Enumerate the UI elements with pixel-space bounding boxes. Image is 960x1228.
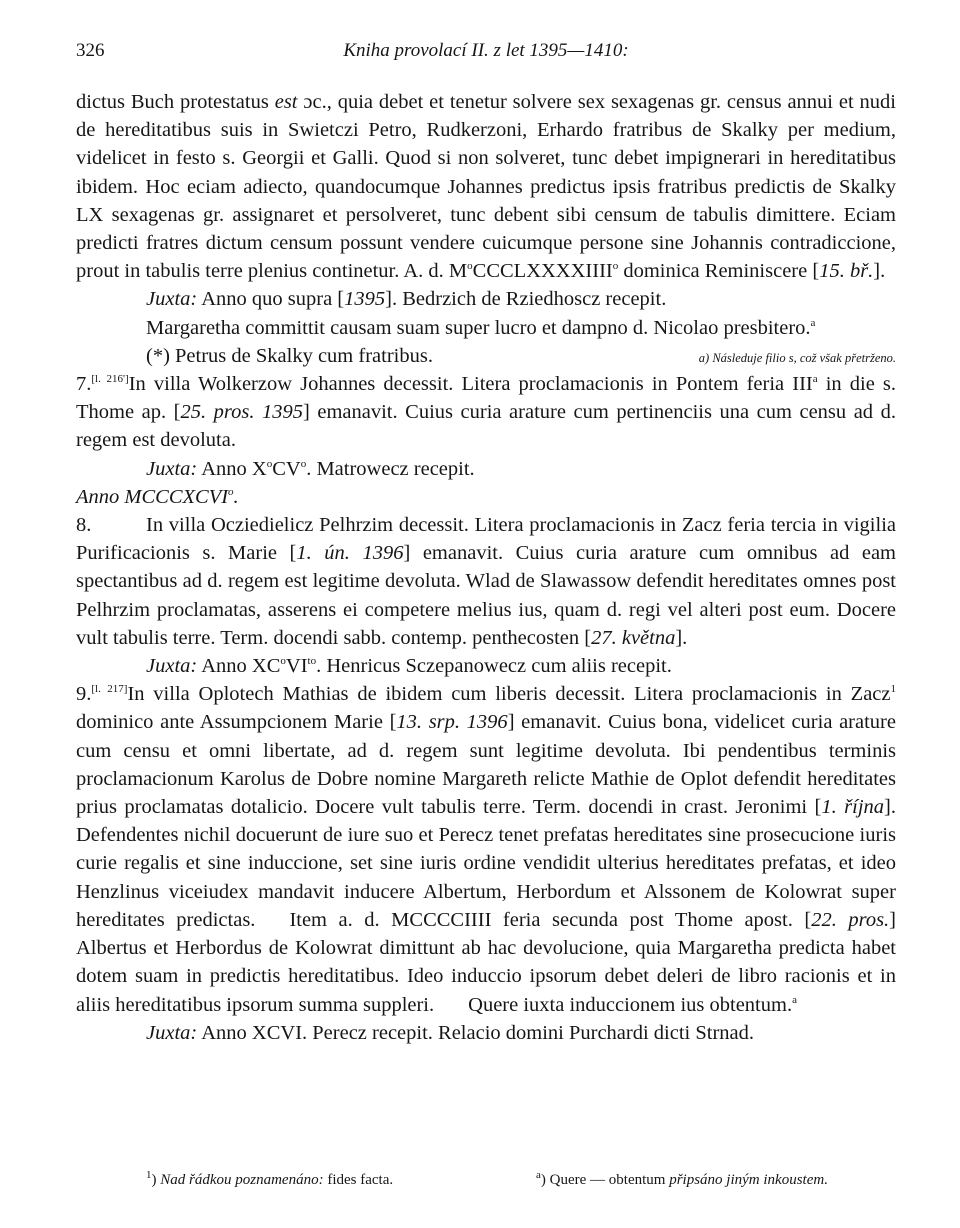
text-span: VI — [285, 655, 308, 678]
text-span: dominica Reminiscere [ — [618, 260, 820, 283]
date-reference: 13. srp. 1396 — [396, 711, 508, 734]
footnote-marker: a — [810, 316, 816, 329]
text-span: CV — [272, 457, 301, 480]
text-span: ]. Defendentes nichil docuerunt de iure suo et Perecz tenet prefatas hereditates sine prosecucione iuris curie regalis et sine induccione, set sine iuris ordine vendidit ulterius hereditates prefatas, et ideo Henzlinus viceiudex mandavit inducere Albertum, Herbordum et Alssonem de Kolowrat super hereditates predictas. — [76, 796, 896, 931]
text-span: ]. — [675, 626, 688, 649]
text-span: Anno quo supra [ — [197, 288, 345, 311]
superscript: a — [812, 373, 818, 386]
text-span: . Matrowecz recepit. — [306, 457, 475, 480]
juxta-label: Juxta: — [146, 1021, 198, 1044]
juxta-line — [76, 285, 896, 313]
year-text: Anno MCCCXCVI — [76, 485, 229, 508]
leaf-reference: [l. 216'] — [91, 373, 129, 386]
superscript: o — [467, 260, 473, 273]
text-span: In villa Ocziedielicz Pelhrzim decessit. Litera proclamacionis in Zacz feria tercia in vigilia Purificacionis s. Marie [ — [76, 514, 896, 565]
text-span: Item a. d. MCCCCIIII feria secunda post Thome apost. [ — [289, 908, 812, 931]
juxta-line — [76, 652, 896, 680]
footnotes — [146, 1168, 896, 1192]
superscript: o — [266, 457, 273, 470]
text-span: ] emanavit. Cuius curia arature cum pertinenciis una cum censu ad d. regem est devoluta. — [76, 401, 896, 452]
footnote-1: $^1$) Nad řádkou poznamenáno: fides facta. — [146, 1169, 394, 1188]
text-span: fides facta. — [323, 1172, 394, 1188]
petrus-line — [76, 342, 896, 370]
text-span: Anno X — [197, 457, 267, 480]
date-reference: 1. ún. 1396 — [296, 542, 404, 565]
footnote-a: $^a$) Quere — obtentum připsáno jiným inkoustem. — [536, 1169, 828, 1188]
juxta-label: Juxta: — [146, 457, 198, 480]
text-span: ɔc., quia debet et tenetur solvere sex sexagenas gr. census annui et nudi de hereditatibus suis in Swietczi Petro, Rudkerzoni, Erhardo fratribus de Skalky per medium, videlicet in festo s. Georgii et Galli. Quod si non solveret, tunc debet impignerari in hereditatibus ibidem. Hoc eciam adiecto, quandocumque Johannes predictus ipsis fratribus predictis de Skalky LX sexagenas gr. assignaret et persolveret, tunc debent sibi censum de tabulis dimittere. Eciam predicti fratres dictum censum possunt vendere cuicumque persone sine Johannis contradiccione, prout in tabulis terre plenius continetur. A. d. M — [76, 91, 896, 283]
text-span: ]. — [873, 260, 886, 283]
entry-7 — [76, 370, 896, 455]
paragraph-continuation — [76, 88, 896, 285]
footnote-marker: a — [792, 993, 797, 1006]
superscript: o — [280, 655, 286, 668]
date-reference: 22. pros. — [811, 908, 890, 931]
margaretha-line — [76, 314, 896, 342]
date-reference: 25. pros. 1395 — [180, 401, 303, 424]
entry-number: 8. — [76, 514, 92, 537]
italic-span: est — [274, 91, 298, 113]
superscript: to — [307, 655, 317, 668]
text-span: . — [233, 485, 239, 508]
superscript: o — [300, 457, 307, 470]
text-span: In villa Wolkerzow Johannes decessit. Litera proclamacionis in Pontem feria III — [128, 373, 813, 396]
entry-number: 7. — [76, 373, 92, 396]
text-span: dominico ante Assumpcionem Marie [ — [76, 711, 397, 734]
text-span: ]. Bedrzich de Rziedhoscz recepit. — [385, 288, 667, 311]
text-span: ] Albertus et Herbordus de Kolowrat dimittunt ab hac devolucione, quia Margaretha predicta habet dotem suam in predictis hereditatibus. Ideo induccio ipsorum debet deleri de libro racionis et in aliis hereditatibus ipsorum summa suppleri. — [76, 908, 896, 1016]
italic-span: Nad řádkou poznamenáno: — [160, 1172, 324, 1188]
entry-number: 9. — [76, 683, 92, 706]
text-span: ] emanavit. Cuius curia arature cum omnibus ad eam spectantibus ad d. regem est legitime devoluta. Wlad de Slawassow defendit hereditates omnes post Pelhrzim proclamatas, asserens ei competere melius ius, quam d. regi vel alteri post eum. Docere vult tabulis terre. Term. docendi sabb. contemp. penthecosten [ — [76, 542, 897, 649]
text-span: . Henricus Sczepanowecz cum aliis recepit. — [316, 655, 672, 678]
superscript: o — [612, 260, 619, 273]
text-span: Margaretha committit causam suam super lucro et dampno d. Nicolao presbitero. — [146, 316, 811, 339]
year-heading — [76, 483, 896, 511]
date-reference: 15. bř. — [819, 260, 874, 283]
text-span: Quere iuxta induccionem ius obtentum. — [468, 993, 793, 1016]
text-span: In villa Oplotech Mathias de ibidem cum liberis decessit. Litera proclamacionis in Zacz — [127, 683, 891, 706]
text-span: Quere — obtentum — [545, 1172, 670, 1188]
juxta-label: Juxta: — [146, 655, 198, 678]
juxta-label: Juxta: — [146, 288, 198, 311]
juxta-line — [76, 455, 896, 483]
text-span: Anno XC — [197, 655, 281, 678]
date-reference: 1395 — [344, 288, 386, 311]
running-title: Kniha provolací II. z let 1395—1410: — [343, 40, 629, 61]
footnote-marker: a — [536, 1169, 541, 1181]
text-span: dictus Buch protestatus — [76, 91, 275, 113]
text-span: (*) Petrus de Skalky cum fratribus. — [146, 344, 433, 367]
footnote-marker: 1 — [890, 683, 896, 696]
inline-editorial-note: a) Následuje filio s, což však přetrženo. — [698, 350, 896, 365]
page-header — [76, 40, 896, 70]
entry-9 — [76, 680, 896, 1018]
entry-8 — [76, 511, 896, 652]
leaf-reference: [l. 217] — [91, 683, 128, 696]
text-span: Anno XCVI. Perecz recepit. Relacio domini Purchardi dicti Strnad. — [197, 1021, 755, 1044]
page-body — [76, 88, 896, 1047]
date-reference: 1. října — [821, 796, 885, 819]
juxta-line — [76, 1019, 896, 1047]
date-reference: 27. května — [591, 626, 676, 649]
text-span: in die s. Thome ap. [ — [76, 373, 896, 424]
footnote-marker: 1 — [146, 1169, 152, 1181]
superscript: o — [228, 486, 234, 499]
text-span: ] emanavit. Cuius bona, videlicet curia arature cum censu et omni libertate, ad d. regem sunt legitime devoluta. Ibi pendentibus terminis proclamacionum Karolus de Dobre nomine Margareth relicte Mathie de Oplot defendit hereditates prius proclamatas dotalicio. Docere vult tabulis terre. Term. docendi in crast. Jeronimi [ — [76, 711, 896, 819]
page-number: 326 — [76, 40, 105, 61]
text-span: CCCLXXXXIIII — [472, 260, 613, 283]
italic-span: připsáno jiným inkoustem. — [669, 1172, 828, 1188]
